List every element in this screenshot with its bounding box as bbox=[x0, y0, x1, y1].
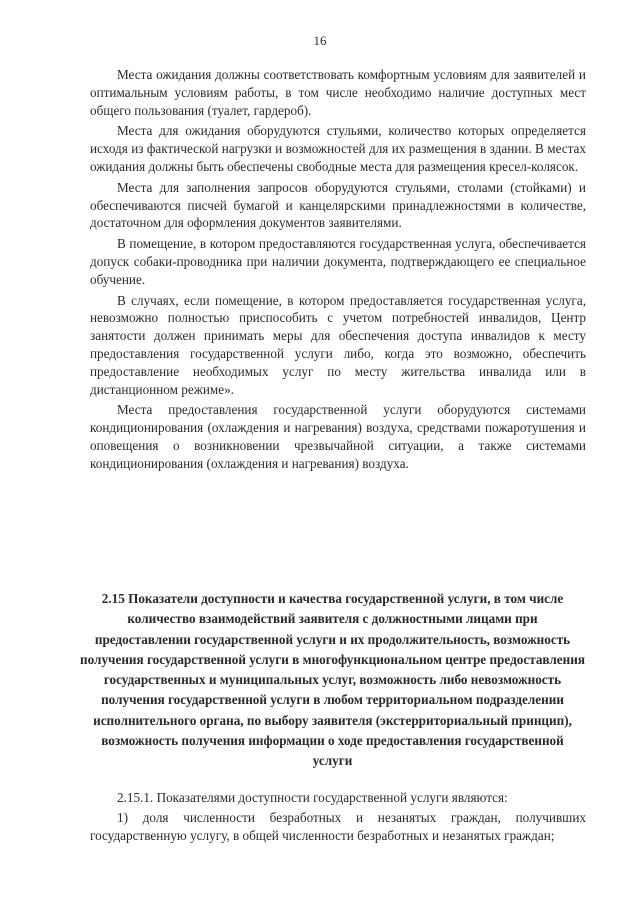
body-text bbox=[90, 66, 586, 476]
paragraph-indicators-intro: 2.15.1. Показателями доступности государственной услуги являются: bbox=[117, 790, 508, 805]
paragraph-guide-dog: В помещение, в котором предоставляются государственная услуга, обеспечивается допуск собаки-проводника при наличии документа, подтверждающего ее специальное обучение. bbox=[90, 236, 586, 287]
paragraph-request-filling: Места для заполнения запросов оборудуются стульями, столами (стойками) и обеспечиваются писчей бумагой и канцелярскими принадлежностями в количестве, достаточном для оформления документов заявителями. bbox=[90, 179, 586, 231]
paragraph-waiting-areas: Места ожидания должны соответствовать комфортным условиям для заявителей и оптимальным условиям работы, в том числе необходимо наличие доступных мест общего пользования (туалет, гардероб). bbox=[90, 67, 586, 118]
paragraph-indicator-1: 1) доля численности безработных и незанятых граждан, получивших государственную услугу, в общей численности безработных и незанятых граждан; bbox=[90, 809, 586, 843]
section-heading: 2.15 Показатели доступности и качества государственной услуги, в том числе количество взаимодействий заявителя с должностными лицами при предоставлении государственной услуги и их продолжительность, возможность получения государственной услуги в многофункциональном центре предоставления государственных и муниципальных услуг, возможность либо невозможность получения государственной услуги в любом территориальном подразделении исполнительного органа, по выбору заявителя (экстерриториальный принцип), возможность получения информации о ходе предоставления государственной услуги bbox=[80, 591, 585, 769]
subsection-text bbox=[90, 789, 586, 846]
paragraph-climate-systems: Места предоставления государственной услуги оборудуются системами кондиционирования (охлаждения и нагревания) воздуха, средствами пожаротушения и оповещения о возникновении чрезвычайной ситуации, а также системами кондиционирования (охлаждения и нагревания) воздуха. bbox=[90, 402, 586, 471]
paragraph-waiting-seating: Места для ожидания оборудуются стульями, количество которых определяется исходя из фактической нагрузки и возможностей для их размещения в здании. В местах ожидания должны быть обеспечены свободные места для размещения кресел-колясок. bbox=[90, 123, 586, 174]
page-number: 16 bbox=[313, 33, 327, 48]
paragraph-disability-access: В случаях, если помещение, в котором предоставляется государственная услуга, невозможно полностью приспособить с учетом потребностей инвалидов, Центр занятости должен принимать меры для обеспечения доступа инвалидов к месту предоставления государственной услуги либо, когда это возможно, обеспечить предоставление необходимых услуг по месту жительства инвалида или в дистанционном режиме». bbox=[90, 292, 586, 397]
